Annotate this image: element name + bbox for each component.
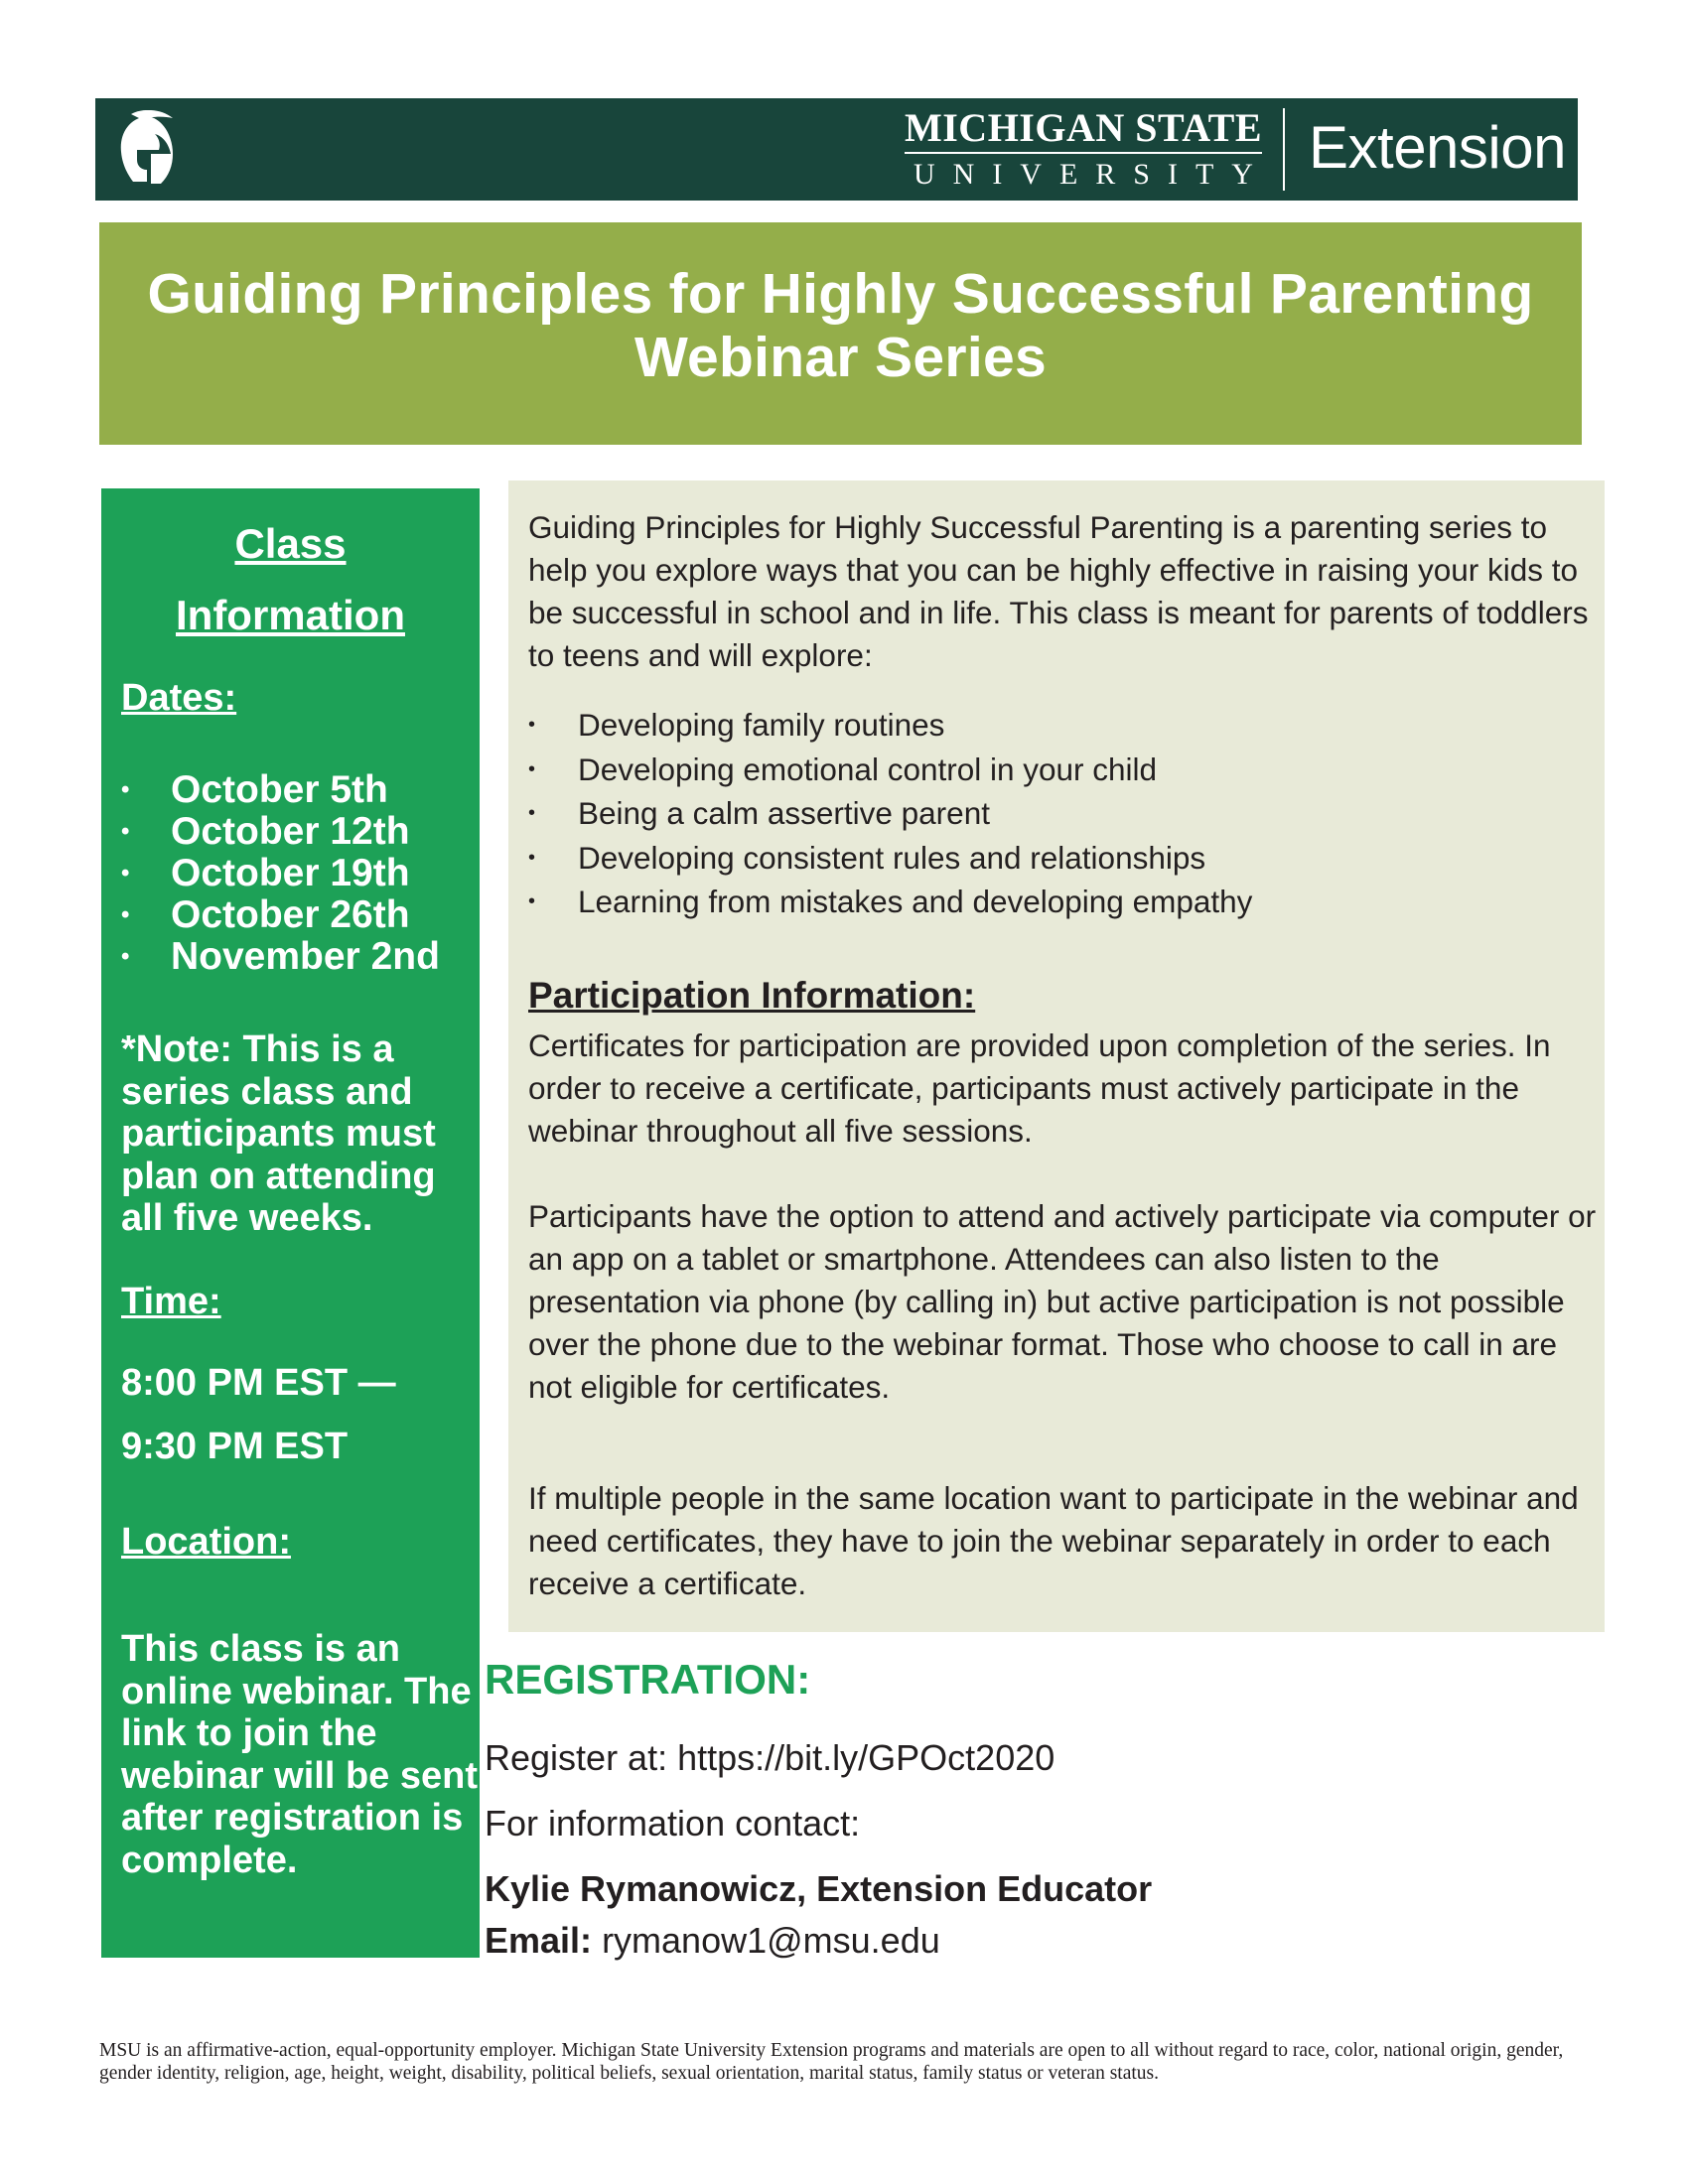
participation-paragraph: If multiple people in the same location want to participate in the webinar and need certificates, they have to join the webinar separately in order to each receive a certificate.: [528, 1480, 1579, 1601]
topic-item: • Learning from mistakes and developing empathy: [528, 880, 1252, 924]
university-name-line2: UNIVERSITY: [913, 158, 1271, 191]
location-text: This class is an online webinar. The link to join the webinar will be sent after registration is complete.: [121, 1628, 478, 1881]
topic-item: • Developing consistent rules and relationships: [528, 836, 1252, 881]
contact-email: [485, 1920, 940, 1962]
date-item: • October 5th: [121, 769, 440, 811]
contact-name: Kylie Rymanowicz, Extension Educator: [485, 1868, 1153, 1909]
page-title: [99, 262, 1582, 389]
location-label: Location:: [121, 1521, 291, 1563]
topic-item: • Being a calm assertive parent: [528, 791, 1252, 836]
time-end: 9:30 PM EST: [121, 1426, 349, 1467]
header-divider: [1283, 108, 1285, 191]
participation-paragraph: Participants have the option to attend and actively participate via computer or an app on a tablet or smartphone. Attendees can also listen to the presentation via phone (by calling in) but active participation is not possible over the phone due to the webinar format. Those who choose to call in are not eligible for certificates.: [528, 1198, 1597, 1405]
intro-paragraph: Guiding Principles for Highly Successful Parenting is a parenting series to help you explore ways that you can be highly effective in raising your kids to be successful in school and in life. This class is meant for parents of toddlers to teens and will explore:: [528, 509, 1589, 673]
time-start: 8:00 PM EST —: [121, 1362, 396, 1404]
page-title-line1: Guiding Principles for Highly Successful Parenting: [147, 262, 1534, 326]
registration-link[interactable]: Register at: https://bit.ly/GPOct2020: [485, 1737, 1055, 1778]
time-label: Time:: [121, 1281, 221, 1322]
date-item: • October 19th: [121, 853, 440, 894]
series-note: *Note: This is a series class and participants must plan on attending all five weeks.: [121, 1028, 436, 1239]
class-info-heading-line2: Information: [176, 592, 405, 638]
email-address[interactable]: rymanow1@msu.edu: [602, 1920, 940, 1961]
footer-disclaimer: MSU is an affirmative-action, equal-opportunity employer. Michigan State University Extension programs and materials are open to all without regard to race, color, national origin, gender, gender identity, religion, age, height, weight, disability, political beliefs, sexual orientation, marital status, family status or veteran status.: [99, 2040, 1564, 2084]
date-item: • October 12th: [121, 811, 440, 853]
class-info-heading: [101, 508, 480, 651]
contact-label: For information contact:: [485, 1803, 861, 1843]
date-item: • October 26th: [121, 894, 440, 936]
topic-item: • Developing family routines: [528, 703, 1252, 748]
participation-paragraph: Certificates for participation are provided upon completion of the series. In order to receive a certificate, participants must actively participate in the webinar throughout all five sessions.: [528, 1027, 1551, 1149]
details-panel: [508, 480, 1605, 1632]
dates-label: Dates:: [121, 677, 237, 719]
participation-heading: Participation Information:: [528, 975, 976, 1016]
header-bar: [95, 98, 1578, 201]
class-info-heading-line1: Class: [234, 520, 347, 567]
email-label: Email:: [485, 1920, 593, 1961]
extension-wordmark: Extension: [1309, 114, 1566, 181]
date-list: [121, 769, 440, 978]
university-wordmark: [904, 105, 1271, 192]
registration-heading: REGISTRATION:: [485, 1656, 811, 1703]
spartan-helmet-icon: [107, 110, 189, 192]
page-title-line2: Webinar Series: [633, 326, 1047, 389]
date-item: • November 2nd: [121, 936, 440, 978]
topic-item: • Developing emotional control in your child: [528, 748, 1252, 792]
university-name-line1: MICHIGAN STATE: [905, 106, 1262, 154]
title-banner: [99, 222, 1582, 445]
class-info-sidebar: [101, 488, 480, 1958]
topic-list: [528, 703, 1252, 924]
